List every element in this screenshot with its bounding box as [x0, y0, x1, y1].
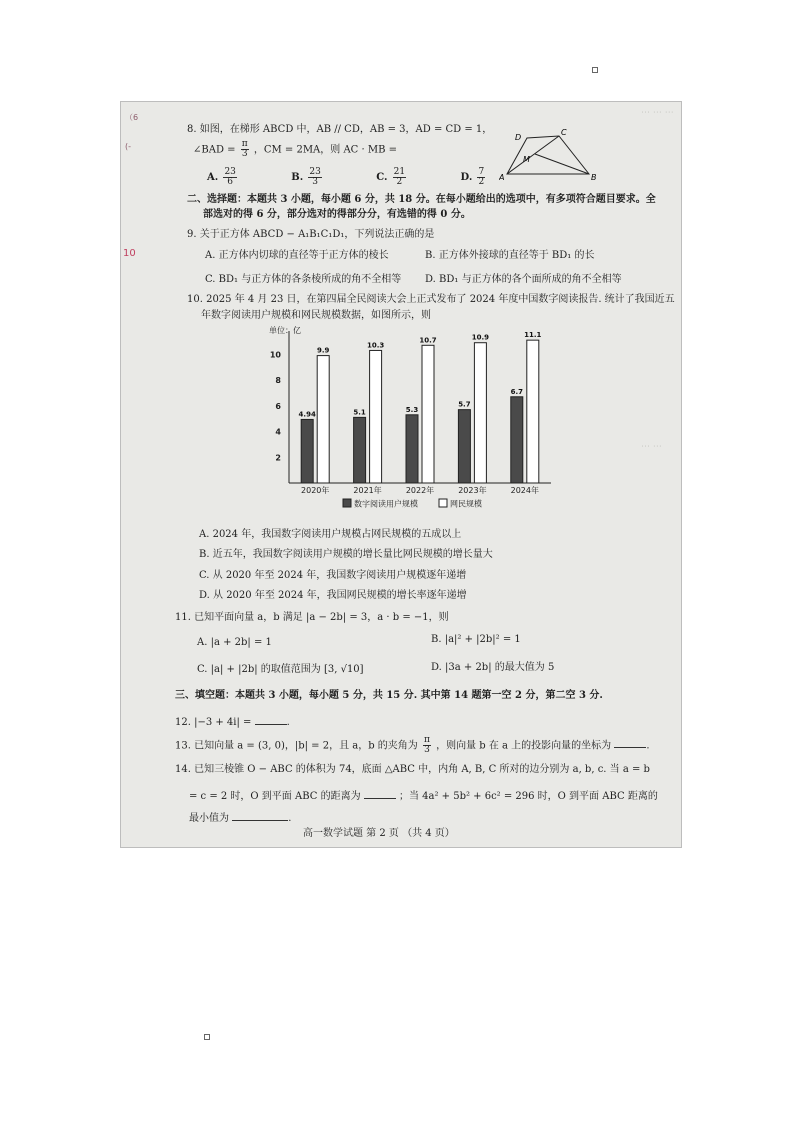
q10-line1: 10. 2025 年 4 月 23 日，在第四届全民阅读大会上正式发布了 2024 年度中国数字阅读报告. 统计了我国近五 [187, 294, 675, 305]
q8-option-b: B. $\frac{23}{3}$ [291, 167, 321, 188]
bar-value-label: 5.1 [353, 408, 366, 417]
section3-header: 三、填空题：本题共 3 小题，每小题 5 分，共 15 分. 其中第 14 题第一空 2 分，第二空 3 分. [175, 690, 603, 701]
margin-scribble: （6 [125, 113, 139, 122]
q12: 12. |−3 + 4i| = . [175, 714, 290, 730]
q10-option-b: B. 近五年，我国数字阅读用户规模的增长量比网民规模的增长量大 [199, 549, 493, 560]
fig-label-d: D [515, 133, 522, 142]
page-marker-bottom [204, 1034, 210, 1040]
q9-stem: 9. 关于正方体 ABCD − A₁B₁C₁D₁，下列说法正确的是 [187, 229, 435, 240]
legend-label: 网民规模 [450, 499, 482, 509]
fig-label-b: B [591, 173, 597, 182]
bar-digital-reading-2024年 [511, 397, 523, 483]
q9-option-b: B. 正方体外接球的直径等于 BD₁ 的长 [425, 250, 595, 261]
legend-swatch [439, 499, 447, 507]
q14-answer-blank-2[interactable] [232, 810, 288, 821]
q11-stem: 11. 已知平面向量 a，b 满足 |a − 2b| = 3，a · b = −1，则 [175, 612, 449, 623]
q9-option-c: C. BD₁ 与正方体的各条棱所成的角不全相等 [205, 274, 402, 285]
bleed-through-text: ⋯ ⋯ ⋯ [641, 108, 674, 118]
bar-netizen-2023年 [474, 343, 486, 483]
fig-label-c: C [561, 128, 567, 137]
q14-line1: 14. 已知三棱锥 O − ABC 的体积为 74，底面 △ABC 中，内角 A, B, C 所对的边分别为 a, b, c. 当 a = b [175, 764, 650, 775]
q14-line3: 最小值为 . [189, 810, 291, 826]
bar-value-label: 9.9 [316, 346, 330, 355]
q10-line2: 年数字阅读用户规模和网民规模数据，如图所示，则 [201, 310, 431, 321]
margin-scribble-red: 10 [123, 248, 136, 259]
q8-options [207, 168, 487, 188]
bar-digital-reading-2023年 [458, 410, 470, 483]
fig-label-m: M [523, 155, 530, 164]
chart-unit-label: 单位：亿 [269, 326, 301, 335]
x-category-label: 2021年 [353, 486, 382, 495]
q13: 13. 已知向量 a = (3, 0)，|b| = 2，且 a，b 的夹角为 $\frac{\pi}{3}$ ，则向量 b 在 a 上的投影向量的坐标为 . [175, 735, 650, 756]
x-category-label: 2024年 [510, 486, 539, 495]
exam-photo [120, 101, 682, 848]
trapezoid-figure [499, 126, 599, 182]
section2-line1: 二、选择题：本题共 3 小题，每小题 6 分，共 18 分。在每小题给出的选项中，有多项符合题目要求。全 [187, 194, 656, 205]
bar-netizen-2020年 [317, 356, 329, 483]
y-tick-label: 8 [275, 376, 281, 386]
q9-option-d: D. BD₁ 与正方体的各个面所成的角不全相等 [425, 274, 622, 285]
q8-line1: 8. 如图，在梯形 ABCD 中，AB // CD，AB = 3，AD = CD = 1， [187, 124, 493, 135]
bar-netizen-2022年 [422, 345, 434, 483]
q10-option-c: C. 从 2020 年至 2024 年，我国数字阅读用户规模逐年递增 [199, 570, 467, 581]
bar-netizen-2021年 [370, 350, 382, 483]
bar-netizen-2024年 [527, 340, 539, 483]
q10-option-a: A. 2024 年，我国数字阅读用户规模占网民规模的五成以上 [199, 529, 462, 540]
bar-value-label: 11.1 [524, 331, 542, 340]
x-category-label: 2023年 [458, 486, 487, 495]
q11-option-b: B. |a|² + |2b|² = 1 [431, 634, 521, 645]
y-tick-label: 2 [275, 453, 281, 463]
q11-option-c: C. |a| + |2b| 的取值范围为 [3, √10] [197, 664, 364, 675]
bar-digital-reading-2020年 [301, 419, 313, 483]
bar-digital-reading-2022年 [406, 415, 418, 483]
section2-line2: 部选对的得 6 分，部分选对的得部分分，有选错的得 0 分。 [203, 209, 471, 220]
legend-swatch [343, 499, 351, 507]
bar-value-label: 5.7 [458, 400, 471, 409]
page-marker-top [592, 67, 598, 73]
bleed-through-text: ⋯ ⋯ [641, 442, 662, 452]
q11-option-d: D. |3a + 2b| 的最大值为 5 [431, 662, 555, 673]
q13-answer-blank[interactable] [614, 737, 646, 748]
q9-option-a: A. 正方体内切球的直径等于正方体的棱长 [205, 250, 389, 261]
reading-scale-chart [261, 323, 561, 523]
page-footer: 高一数学试题 第 2 页 （共 4 页） [303, 828, 455, 839]
x-category-label: 2020年 [301, 486, 330, 495]
bar-digital-reading-2021年 [354, 417, 366, 483]
fig-label-a: A [499, 173, 505, 182]
y-tick-label: 6 [275, 401, 281, 411]
bar-value-label: 10.7 [419, 336, 437, 345]
q10-option-d: D. 从 2020 年至 2024 年，我国网民规模的增长率逐年递增 [199, 590, 467, 601]
legend-label: 数字阅读用户规模 [354, 499, 418, 509]
q8-option-d: D. $\frac{7}{2}$ [460, 167, 485, 188]
q8-line2: ∠BAD = $\frac{\pi}{3}$ ，CM = 2MA，则 AC · MB = [193, 139, 398, 160]
bar-value-label: 5.3 [405, 405, 419, 414]
margin-scribble: (- [125, 142, 132, 151]
y-tick-label: 4 [275, 427, 281, 437]
bar-value-label: 6.7 [510, 387, 524, 396]
bar-value-label: 10.9 [471, 333, 490, 342]
q8-option-c: C. $\frac{21}{2}$ [376, 167, 406, 188]
q12-answer-blank[interactable] [255, 714, 287, 725]
q11-option-a: A. |a + 2b| = 1 [197, 637, 272, 648]
q14-line2: = c = 2 时，O 到平面 ABC 的距离为 ；当 4a² + 5b² + 6c² = 296 时，O 到平面 ABC 距离的 [189, 788, 658, 804]
bar-value-label: 10.3 [366, 341, 385, 350]
bar-value-label: 4.94 [298, 410, 316, 419]
q14-answer-blank-1[interactable] [364, 788, 396, 799]
y-tick-label: 10 [269, 350, 281, 360]
x-category-label: 2022年 [405, 486, 435, 495]
q8-option-a: A. $\frac{23}{6}$ [207, 167, 236, 188]
